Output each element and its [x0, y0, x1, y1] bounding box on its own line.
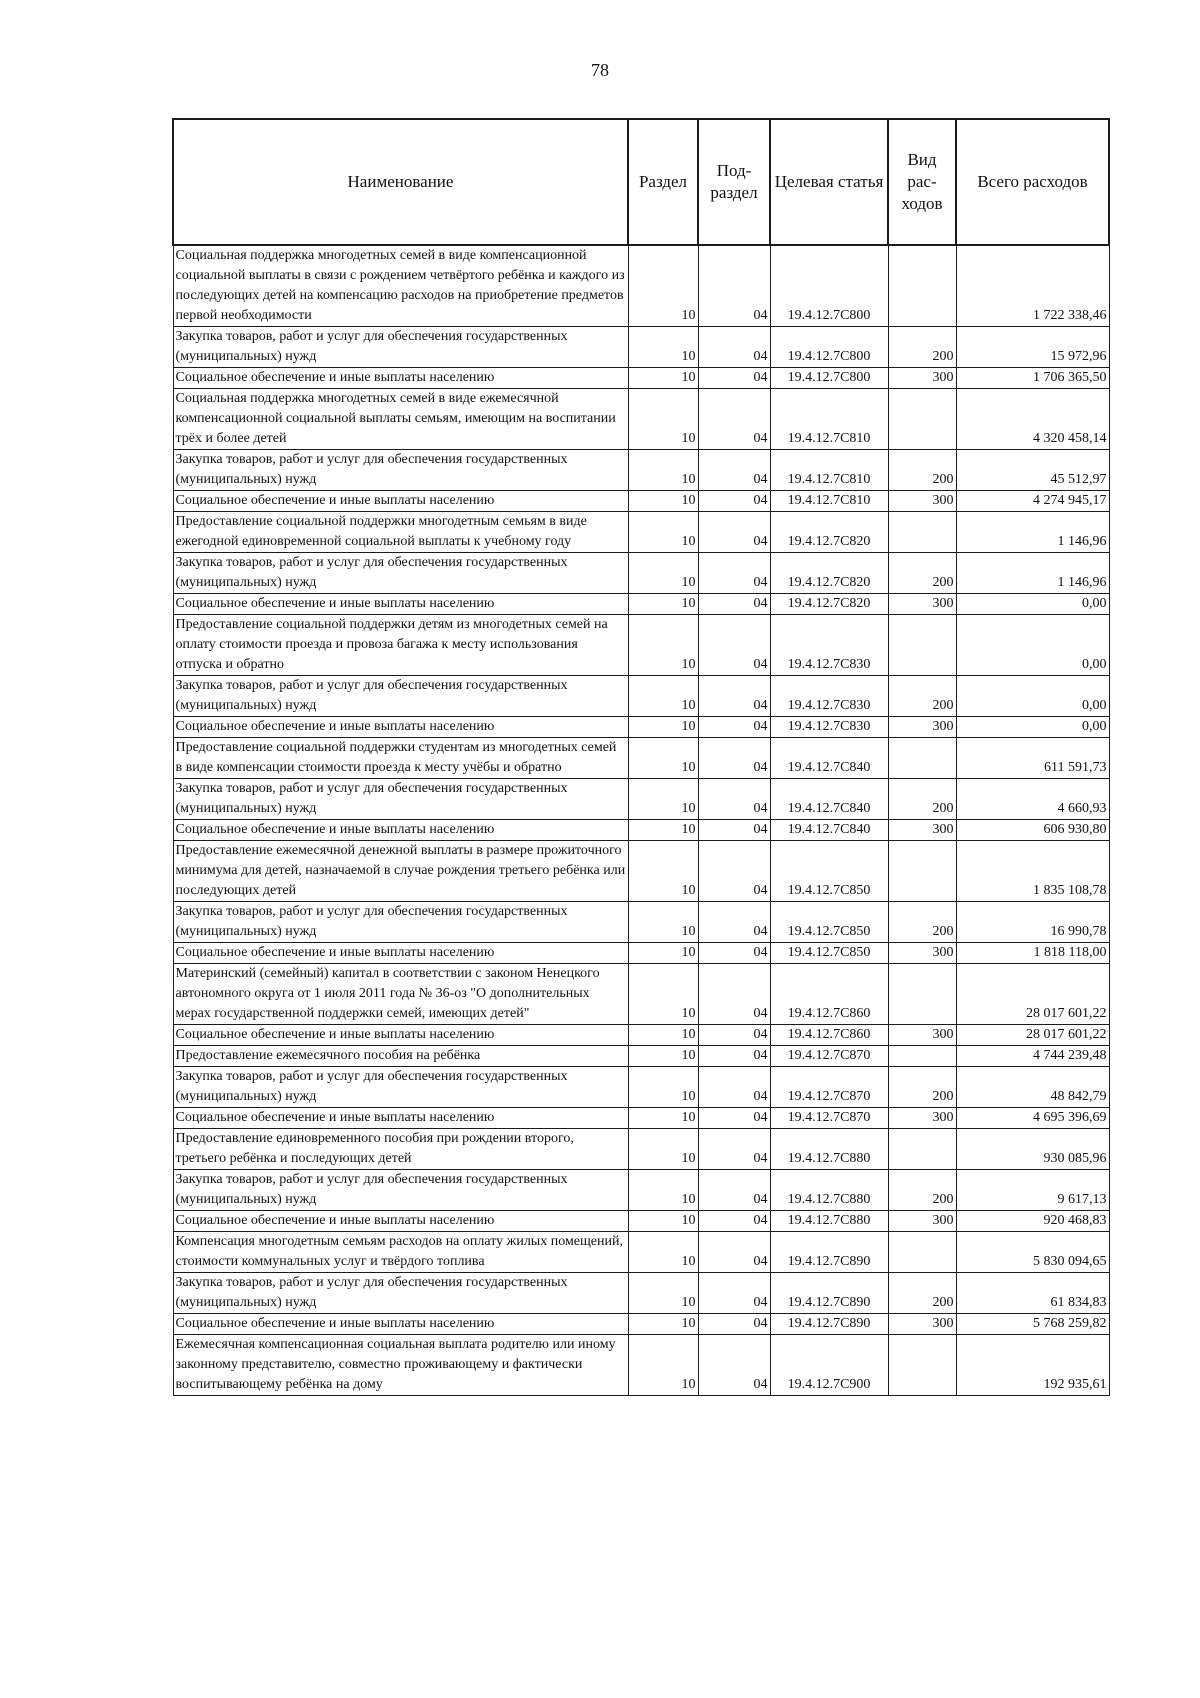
- cell-name: Ежемесячная компенсационная социальная выплата родителю или иному законному представителю, совместно проживающему и фактически воспитывающему ребёнка на дому: [173, 1335, 628, 1396]
- cell-target: 19.4.12.7С850: [770, 902, 888, 943]
- cell-expense-type: [888, 964, 956, 1025]
- cell-total: 1 706 365,50: [956, 368, 1109, 389]
- cell-target: 19.4.12.7С810: [770, 389, 888, 450]
- cell-target: 19.4.12.7С890: [770, 1273, 888, 1314]
- cell-target: 19.4.12.7С870: [770, 1046, 888, 1067]
- cell-target: 19.4.12.7С840: [770, 820, 888, 841]
- cell-name: Закупка товаров, работ и услуг для обеспечения государственных (муниципальных) нужд: [173, 1273, 628, 1314]
- cell-target: 19.4.12.7С880: [770, 1211, 888, 1232]
- cell-target: 19.4.12.7С820: [770, 553, 888, 594]
- cell-subsection: 04: [698, 245, 770, 327]
- cell-subsection: 04: [698, 512, 770, 553]
- table-row: [173, 245, 1109, 327]
- cell-target: 19.4.12.7С860: [770, 964, 888, 1025]
- cell-total: 5 768 259,82: [956, 1314, 1109, 1335]
- cell-total: 1 146,96: [956, 512, 1109, 553]
- cell-total: 5 830 094,65: [956, 1232, 1109, 1273]
- cell-target: 19.4.12.7С890: [770, 1232, 888, 1273]
- cell-section: 10: [628, 615, 698, 676]
- cell-total: 4 695 396,69: [956, 1108, 1109, 1129]
- cell-target: 19.4.12.7С870: [770, 1067, 888, 1108]
- cell-total: 4 274 945,17: [956, 491, 1109, 512]
- cell-total: 0,00: [956, 676, 1109, 717]
- cell-name: Материнский (семейный) капитал в соответствии с законом Ненецкого автономного округа от 1 июля 2011 года № 36-оз "О дополнительных мерах государственной поддержки семей, имеющих детей": [173, 964, 628, 1025]
- cell-target: 19.4.12.7С800: [770, 368, 888, 389]
- cell-total: 61 834,83: [956, 1273, 1109, 1314]
- cell-subsection: 04: [698, 1025, 770, 1046]
- table-row: [173, 779, 1109, 820]
- cell-total: 4 320 458,14: [956, 389, 1109, 450]
- cell-expense-type: 300: [888, 1108, 956, 1129]
- cell-total: 9 617,13: [956, 1170, 1109, 1211]
- table-row: [173, 902, 1109, 943]
- page-number: 78: [591, 60, 609, 80]
- cell-subsection: 04: [698, 553, 770, 594]
- cell-target: 19.4.12.7С830: [770, 676, 888, 717]
- table-row: [173, 389, 1109, 450]
- cell-target: 19.4.12.7С890: [770, 1314, 888, 1335]
- cell-section: 10: [628, 1170, 698, 1211]
- cell-section: 10: [628, 491, 698, 512]
- cell-total: 0,00: [956, 717, 1109, 738]
- table-row: [173, 964, 1109, 1025]
- cell-expense-type: [888, 512, 956, 553]
- cell-name: Закупка товаров, работ и услуг для обеспечения государственных (муниципальных) нужд: [173, 902, 628, 943]
- cell-expense-type: 300: [888, 1314, 956, 1335]
- table-row: [173, 491, 1109, 512]
- cell-total: 606 930,80: [956, 820, 1109, 841]
- cell-expense-type: 200: [888, 1273, 956, 1314]
- cell-name: Социальное обеспечение и иные выплаты населению: [173, 491, 628, 512]
- cell-section: 10: [628, 553, 698, 594]
- cell-subsection: 04: [698, 943, 770, 964]
- cell-target: 19.4.12.7С810: [770, 450, 888, 491]
- cell-expense-type: 300: [888, 594, 956, 615]
- cell-expense-type: [888, 1129, 956, 1170]
- cell-target: 19.4.12.7С830: [770, 717, 888, 738]
- cell-section: 10: [628, 676, 698, 717]
- cell-total: 1 818 118,00: [956, 943, 1109, 964]
- cell-subsection: 04: [698, 594, 770, 615]
- cell-section: 10: [628, 717, 698, 738]
- table-row: [173, 1314, 1109, 1335]
- cell-subsection: 04: [698, 1273, 770, 1314]
- table-row: [173, 1046, 1109, 1067]
- cell-expense-type: [888, 615, 956, 676]
- cell-subsection: 04: [698, 1232, 770, 1273]
- cell-subsection: 04: [698, 615, 770, 676]
- cell-section: 10: [628, 1211, 698, 1232]
- table-row: [173, 1108, 1109, 1129]
- table-header-row: [173, 119, 1109, 245]
- cell-total: 0,00: [956, 594, 1109, 615]
- cell-name: Социальное обеспечение и иные выплаты населению: [173, 1108, 628, 1129]
- cell-subsection: 04: [698, 841, 770, 902]
- cell-expense-type: 200: [888, 450, 956, 491]
- cell-expense-type: 200: [888, 676, 956, 717]
- cell-name: Компенсация многодетным семьям расходов на оплату жилых помещений, стоимости коммунальных услуг и твёрдого топлива: [173, 1232, 628, 1273]
- expense-table: [172, 118, 1110, 1396]
- cell-section: 10: [628, 841, 698, 902]
- table-row: [173, 841, 1109, 902]
- cell-section: 10: [628, 1335, 698, 1396]
- cell-name: Предоставление единовременного пособия при рождении второго, третьего ребёнка и последующих детей: [173, 1129, 628, 1170]
- cell-section: 10: [628, 450, 698, 491]
- cell-name: Предоставление социальной поддержки студентам из многодетных семей в виде компенсации стоимости проезда к месту учёбы и обратно: [173, 738, 628, 779]
- cell-expense-type: [888, 1232, 956, 1273]
- cell-expense-type: 300: [888, 491, 956, 512]
- cell-total: 28 017 601,22: [956, 1025, 1109, 1046]
- cell-section: 10: [628, 1129, 698, 1170]
- cell-expense-type: 200: [888, 553, 956, 594]
- table-row: [173, 1129, 1109, 1170]
- cell-subsection: 04: [698, 1170, 770, 1211]
- cell-total: 4 660,93: [956, 779, 1109, 820]
- cell-total: 48 842,79: [956, 1067, 1109, 1108]
- cell-name: Социальное обеспечение и иные выплаты населению: [173, 1025, 628, 1046]
- cell-name: Социальное обеспечение и иные выплаты населению: [173, 1211, 628, 1232]
- table-row: [173, 820, 1109, 841]
- cell-expense-type: 200: [888, 327, 956, 368]
- cell-total: 1 722 338,46: [956, 245, 1109, 327]
- table-row: [173, 717, 1109, 738]
- cell-total: 192 935,61: [956, 1335, 1109, 1396]
- cell-section: 10: [628, 779, 698, 820]
- cell-target: 19.4.12.7С860: [770, 1025, 888, 1046]
- cell-name: Предоставление социальной поддержки многодетным семьям в виде ежегодной единовременной социальной выплаты к учебному году: [173, 512, 628, 553]
- cell-target: 19.4.12.7С880: [770, 1129, 888, 1170]
- cell-expense-type: [888, 841, 956, 902]
- cell-subsection: 04: [698, 676, 770, 717]
- header-target: Целевая статья: [770, 119, 888, 245]
- cell-section: 10: [628, 738, 698, 779]
- cell-subsection: 04: [698, 491, 770, 512]
- cell-subsection: 04: [698, 717, 770, 738]
- cell-target: 19.4.12.7С850: [770, 841, 888, 902]
- cell-section: 10: [628, 964, 698, 1025]
- cell-section: 10: [628, 1273, 698, 1314]
- cell-name: Закупка товаров, работ и услуг для обеспечения государственных (муниципальных) нужд: [173, 327, 628, 368]
- cell-target: 19.4.12.7С870: [770, 1108, 888, 1129]
- cell-expense-type: 200: [888, 1170, 956, 1211]
- table-row: [173, 1170, 1109, 1211]
- cell-target: 19.4.12.7С840: [770, 779, 888, 820]
- cell-expense-type: [888, 389, 956, 450]
- table-row: [173, 594, 1109, 615]
- cell-target: 19.4.12.7С800: [770, 327, 888, 368]
- cell-subsection: 04: [698, 779, 770, 820]
- cell-name: Закупка товаров, работ и услуг для обеспечения государственных (муниципальных) нужд: [173, 450, 628, 491]
- cell-total: 930 085,96: [956, 1129, 1109, 1170]
- cell-name: Закупка товаров, работ и услуг для обеспечения государственных (муниципальных) нужд: [173, 779, 628, 820]
- cell-total: 15 972,96: [956, 327, 1109, 368]
- cell-subsection: 04: [698, 820, 770, 841]
- cell-subsection: 04: [698, 450, 770, 491]
- table-row: [173, 450, 1109, 491]
- cell-name: Социальное обеспечение и иные выплаты населению: [173, 717, 628, 738]
- cell-total: 28 017 601,22: [956, 964, 1109, 1025]
- cell-target: 19.4.12.7С880: [770, 1170, 888, 1211]
- cell-target: 19.4.12.7С800: [770, 245, 888, 327]
- cell-total: 45 512,97: [956, 450, 1109, 491]
- cell-target: 19.4.12.7С850: [770, 943, 888, 964]
- header-section: Раздел: [628, 119, 698, 245]
- cell-section: 10: [628, 1067, 698, 1108]
- cell-subsection: 04: [698, 1067, 770, 1108]
- cell-subsection: 04: [698, 738, 770, 779]
- cell-subsection: 04: [698, 1108, 770, 1129]
- cell-section: 10: [628, 1232, 698, 1273]
- cell-section: 10: [628, 368, 698, 389]
- cell-total: 0,00: [956, 615, 1109, 676]
- cell-name: Социальное обеспечение и иные выплаты населению: [173, 820, 628, 841]
- cell-expense-type: 300: [888, 368, 956, 389]
- cell-section: 10: [628, 1314, 698, 1335]
- cell-subsection: 04: [698, 1314, 770, 1335]
- cell-name: Социальное обеспечение и иные выплаты населению: [173, 943, 628, 964]
- cell-name: Закупка товаров, работ и услуг для обеспечения государственных (муниципальных) нужд: [173, 1170, 628, 1211]
- cell-subsection: 04: [698, 964, 770, 1025]
- cell-subsection: 04: [698, 1335, 770, 1396]
- cell-expense-type: 200: [888, 779, 956, 820]
- cell-expense-type: [888, 738, 956, 779]
- cell-name: Социальная поддержка многодетных семей в виде компенсационной социальной выплаты в связи с рождением четвёртого ребёнка и каждого из последующих детей на компенсацию расходов на приобретение предметов первой необходимости: [173, 245, 628, 327]
- cell-section: 10: [628, 389, 698, 450]
- table-row: [173, 368, 1109, 389]
- cell-total: 1 835 108,78: [956, 841, 1109, 902]
- cell-name: Социальное обеспечение и иные выплаты населению: [173, 594, 628, 615]
- table-row: [173, 1025, 1109, 1046]
- table-row: [173, 615, 1109, 676]
- cell-total: 920 468,83: [956, 1211, 1109, 1232]
- cell-target: 19.4.12.7С820: [770, 512, 888, 553]
- cell-expense-type: 300: [888, 1211, 956, 1232]
- cell-expense-type: 200: [888, 1067, 956, 1108]
- cell-name: Социальная поддержка многодетных семей в виде ежемесячной компенсационной социальной выплаты семьям, имеющим на воспитании трёх и более детей: [173, 389, 628, 450]
- cell-section: 10: [628, 327, 698, 368]
- cell-name: Предоставление ежемесячной денежной выплаты в размере прожиточного минимума для детей, назначаемой в случае рождения третьего ребёнка или последующих детей: [173, 841, 628, 902]
- header-total: Всего расходов: [956, 119, 1109, 245]
- cell-section: 10: [628, 943, 698, 964]
- table-row: [173, 512, 1109, 553]
- table-row: [173, 1335, 1109, 1396]
- cell-section: 10: [628, 1025, 698, 1046]
- cell-section: 10: [628, 512, 698, 553]
- cell-name: Закупка товаров, работ и услуг для обеспечения государственных (муниципальных) нужд: [173, 676, 628, 717]
- table-row: [173, 1067, 1109, 1108]
- table-row: [173, 1232, 1109, 1273]
- cell-expense-type: 300: [888, 1025, 956, 1046]
- cell-name: Социальное обеспечение и иные выплаты населению: [173, 368, 628, 389]
- cell-total: 1 146,96: [956, 553, 1109, 594]
- header-name: Наименование: [173, 119, 628, 245]
- cell-target: 19.4.12.7С820: [770, 594, 888, 615]
- cell-subsection: 04: [698, 1211, 770, 1232]
- cell-section: 10: [628, 1108, 698, 1129]
- cell-expense-type: 300: [888, 943, 956, 964]
- table-row: [173, 553, 1109, 594]
- cell-name: Социальное обеспечение и иные выплаты населению: [173, 1314, 628, 1335]
- cell-expense-type: [888, 1046, 956, 1067]
- cell-expense-type: [888, 245, 956, 327]
- cell-name: Предоставление ежемесячного пособия на ребёнка: [173, 1046, 628, 1067]
- cell-subsection: 04: [698, 1046, 770, 1067]
- cell-target: 19.4.12.7С830: [770, 615, 888, 676]
- cell-subsection: 04: [698, 327, 770, 368]
- cell-target: 19.4.12.7С810: [770, 491, 888, 512]
- cell-section: 10: [628, 594, 698, 615]
- cell-section: 10: [628, 1046, 698, 1067]
- cell-expense-type: 300: [888, 717, 956, 738]
- cell-subsection: 04: [698, 389, 770, 450]
- cell-total: 611 591,73: [956, 738, 1109, 779]
- cell-target: 19.4.12.7С900: [770, 1335, 888, 1396]
- cell-total: 4 744 239,48: [956, 1046, 1109, 1067]
- cell-name: Закупка товаров, работ и услуг для обеспечения государственных (муниципальных) нужд: [173, 1067, 628, 1108]
- cell-subsection: 04: [698, 1129, 770, 1170]
- table-row: [173, 327, 1109, 368]
- cell-subsection: 04: [698, 902, 770, 943]
- cell-target: 19.4.12.7С840: [770, 738, 888, 779]
- header-expense-type: Вид рас-ходов: [888, 119, 956, 245]
- cell-name: Закупка товаров, работ и услуг для обеспечения государственных (муниципальных) нужд: [173, 553, 628, 594]
- table-row: [173, 943, 1109, 964]
- table-row: [173, 676, 1109, 717]
- cell-expense-type: [888, 1335, 956, 1396]
- cell-section: 10: [628, 902, 698, 943]
- table-row: [173, 1211, 1109, 1232]
- cell-subsection: 04: [698, 368, 770, 389]
- cell-expense-type: 200: [888, 902, 956, 943]
- header-subsection: Под-раздел: [698, 119, 770, 245]
- table-row: [173, 738, 1109, 779]
- table-row: [173, 1273, 1109, 1314]
- cell-section: 10: [628, 820, 698, 841]
- cell-total: 16 990,78: [956, 902, 1109, 943]
- cell-section: 10: [628, 245, 698, 327]
- cell-expense-type: 300: [888, 820, 956, 841]
- cell-name: Предоставление социальной поддержки детям из многодетных семей на оплату стоимости проезда и провоза багажа к месту использования отпуска и обратно: [173, 615, 628, 676]
